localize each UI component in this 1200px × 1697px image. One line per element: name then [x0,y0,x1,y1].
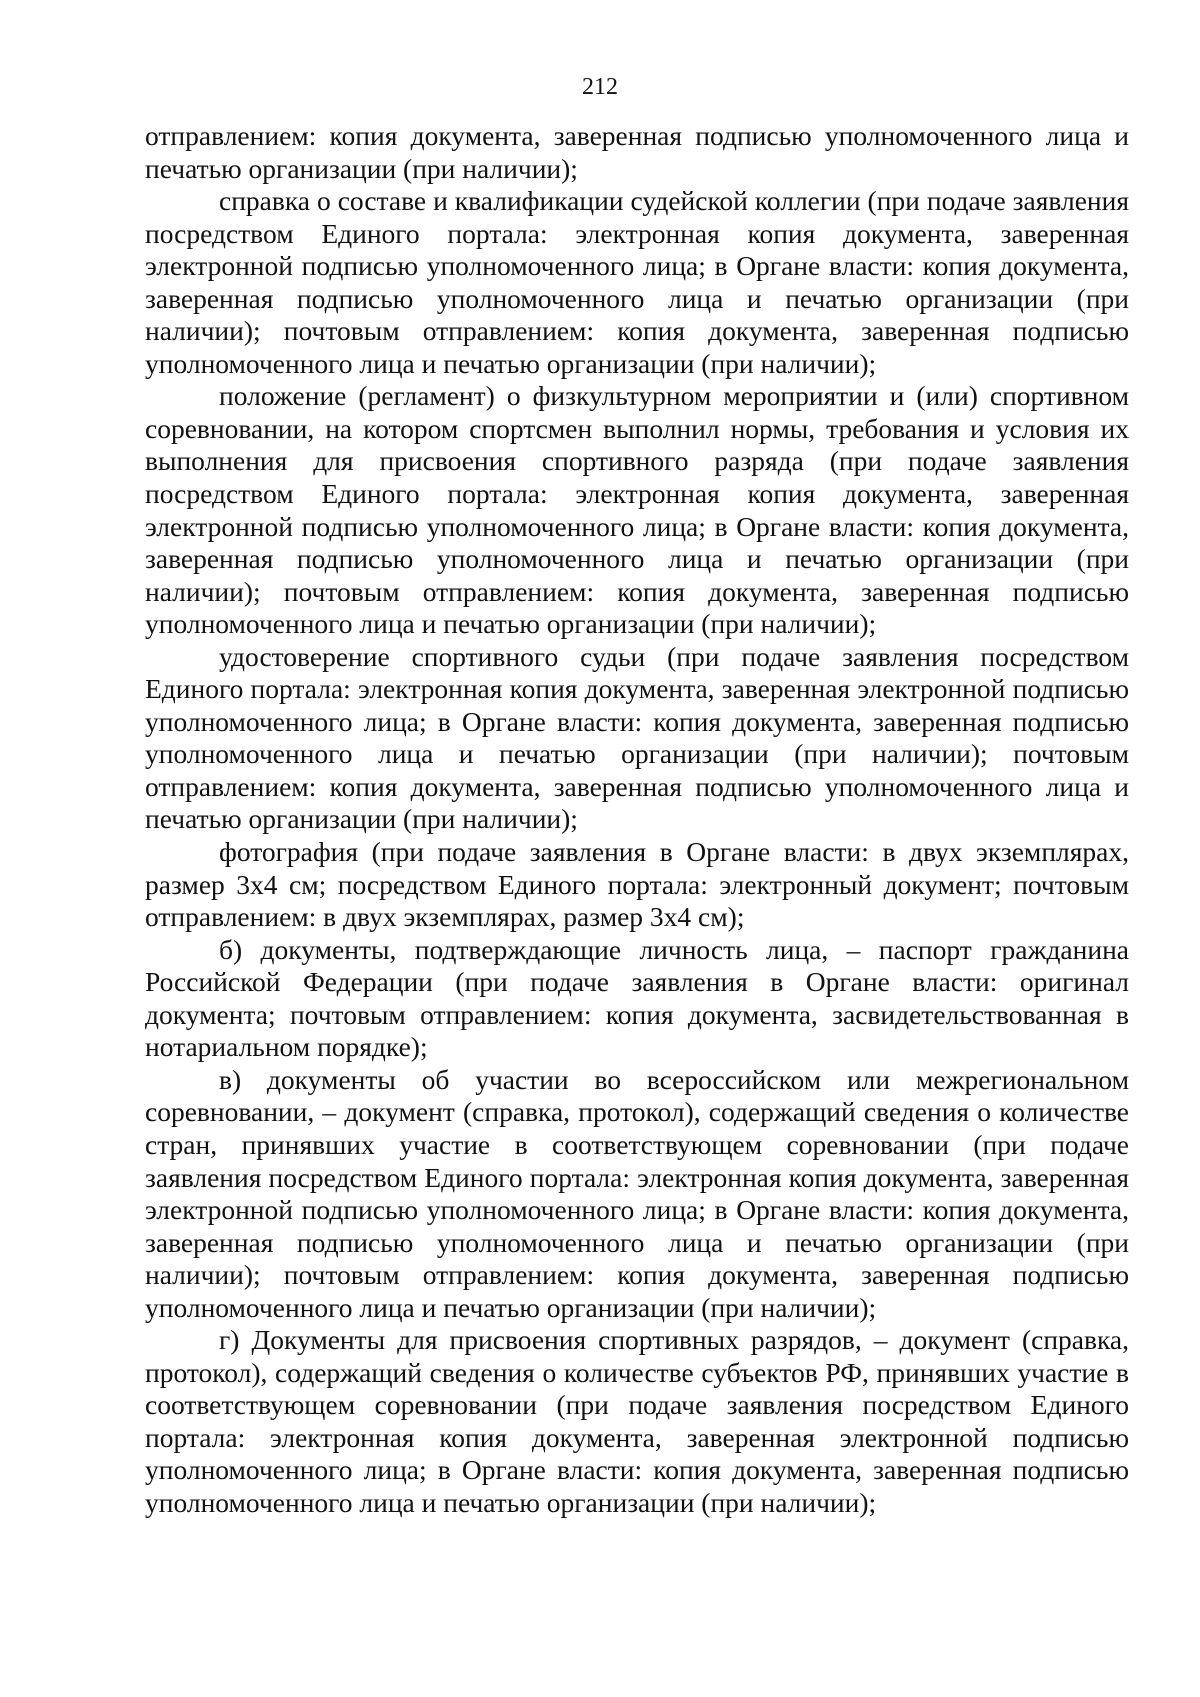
page-number: 212 [582,74,618,100]
paragraph-item-b: б) документы, подтверждающие личность лица, – паспорт гражданина Российской Федерации (при подаче заявления в Органе власти: оригинал документа; почтовым отправлением: копия документа, засвидетельствованная в нотариальном порядке); [145,933,1129,1063]
paragraph-judges-panel-certificate: справка о составе и квалификации судейской коллегии (при подаче заявления посредством Единого портала: электронная копия документа, заверенная электронной подписью уполномоченного лица; в Органе власти: копия документа, заверенная подписью уполномоченного лица и печатью организации (при наличии); почтовым отправлением: копия документа, заверенная подписью уполномоченного лица и печатью организации (при наличии); [145,185,1129,379]
paragraph-referee-certificate: удостоверение спортивного судьи (при подаче заявления посредством Единого портала: электронная копия документа, заверенная электронной подписью уполномоченного лица; в Органе власти: копия документа, заверенная подписью уполномоченного лица и печатью организации (при наличии); почтовым отправлением: копия документа, заверенная подписью уполномоченного лица и печатью организации (при наличии); [145,640,1129,835]
paragraph-photograph: фотография (при подаче заявления в Органе власти: в двух экземплярах, размер 3х4 см; посредством Единого портала: электронный документ; почтовым отправлением: в двух экземплярах, размер 3х4 см); [145,836,1129,933]
paragraph-item-v: в) документы об участии во всероссийском или межрегиональном соревновании, – документ (справка, протокол), содержащий сведения о количестве стран, принявших участие в соответствующем соревновании (при подаче заявления посредством Единого портала: электронная копия документа, заверенная электронной подписью уполномоченного лица; в Органе власти: копия документа, заверенная подписью уполномоченного лица и печатью организации (при наличии); почтовым отправлением: копия документа, заверенная подписью уполномоченного лица и печатью организации (при наличии); [145,1063,1129,1323]
paragraph-continuation: отправлением: копия документа, заверенная подписью уполномоченного лица и печатью организации (при наличии); [145,120,1129,184]
paragraph-competition-regulations: положение (регламент) о физкультурном мероприятии и (или) спортивном соревновании, на котором спортсмен выполнил нормы, требования и условия их выполнения для присвоения спортивного разряда (при подаче заявления посредством Единого портала: электронная копия документа, заверенная электронной подписью уполномоченного лица; в Органе власти: копия документа, заверенная подписью уполномоченного лица и печатью организации (при наличии); почтовым отправлением: копия документа, заверенная подписью уполномоченного лица и печатью организации (при наличии); [145,380,1129,640]
paragraph-item-g: г) Документы для присвоения спортивных разрядов, – документ (справка, протокол), содержащий сведения о количестве субъектов РФ, принявших участие в соответствующем соревновании (при подаче заявления посредством Единого портала: электронная копия документа, заверенная электронной подписью уполномоченного лица; в Органе власти: копия документа, заверенная подписью уполномоченного лица и печатью организации (при наличии); [145,1324,1129,1518]
document-body [145,120,1129,1520]
